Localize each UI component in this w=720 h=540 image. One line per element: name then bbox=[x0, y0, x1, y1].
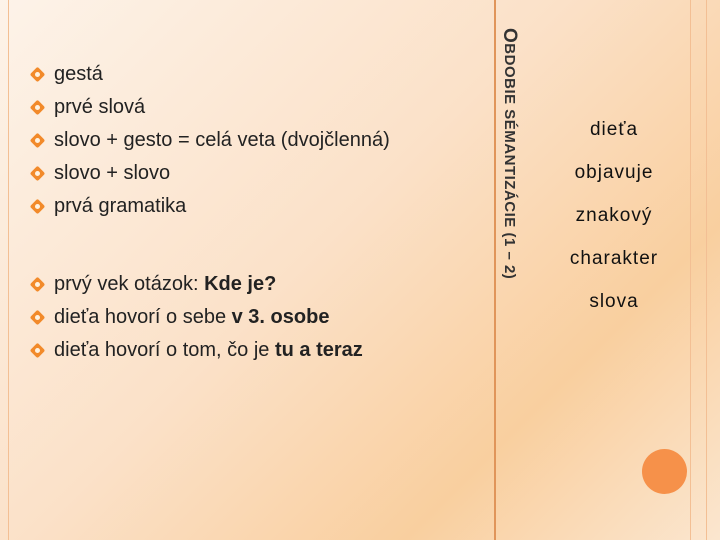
diamond-bullet-icon bbox=[30, 310, 46, 326]
diamond-bullet-icon bbox=[30, 67, 46, 83]
title-rest: BDOBIE SÉMANTIZÁCIE (1 – 2) bbox=[501, 43, 518, 280]
vertical-divider bbox=[494, 0, 496, 540]
diamond-bullet-icon bbox=[30, 166, 46, 182]
list-item-bold: tu a teraz bbox=[274, 339, 363, 361]
keyword: objavuje bbox=[574, 162, 654, 183]
diamond-bullet-icon bbox=[30, 343, 46, 359]
list-item bbox=[32, 91, 390, 124]
frame-line-right-outer bbox=[706, 0, 707, 540]
list-item-text: dieťa hovorí o sebe bbox=[54, 306, 232, 328]
list-item bbox=[32, 301, 363, 334]
diamond-bullet-icon bbox=[30, 133, 46, 149]
keyword: slova bbox=[589, 291, 639, 312]
list-item-bold: v 3. osobe bbox=[231, 306, 330, 328]
list-item-bold: Kde je? bbox=[204, 273, 277, 295]
frame-line-right-inner bbox=[690, 0, 691, 540]
title-first-letter: O bbox=[499, 28, 520, 44]
list-item bbox=[32, 58, 390, 91]
keyword-column bbox=[540, 108, 688, 323]
keyword: dieťa bbox=[589, 119, 639, 140]
list-item bbox=[32, 157, 390, 190]
list-item-text: prvé slová bbox=[54, 96, 146, 118]
decorative-circle bbox=[642, 449, 687, 494]
list-item bbox=[32, 334, 363, 367]
bullet-list-1 bbox=[32, 58, 390, 223]
frame-line-left bbox=[8, 0, 9, 540]
list-item-text: gestá bbox=[54, 63, 103, 85]
list-item-text: slovo + gesto = celá veta (dvojčlenná) bbox=[54, 129, 390, 151]
diamond-bullet-icon bbox=[30, 100, 46, 116]
bullet-list-2 bbox=[32, 268, 363, 367]
list-item-text: prvý vek otázok: bbox=[54, 273, 205, 295]
list-item-text: prvá gramatika bbox=[54, 195, 187, 217]
list-item-text: dieťa hovorí o tom, čo je bbox=[54, 339, 275, 361]
keyword: znakový bbox=[575, 205, 653, 226]
diamond-bullet-icon bbox=[30, 277, 46, 293]
list-item bbox=[32, 190, 390, 223]
list-item bbox=[32, 124, 390, 157]
list-item-text: slovo + slovo bbox=[54, 162, 171, 184]
diamond-bullet-icon bbox=[30, 199, 46, 215]
list-item bbox=[32, 268, 363, 301]
keyword: charakter bbox=[569, 248, 659, 269]
slide-title bbox=[498, 28, 520, 279]
